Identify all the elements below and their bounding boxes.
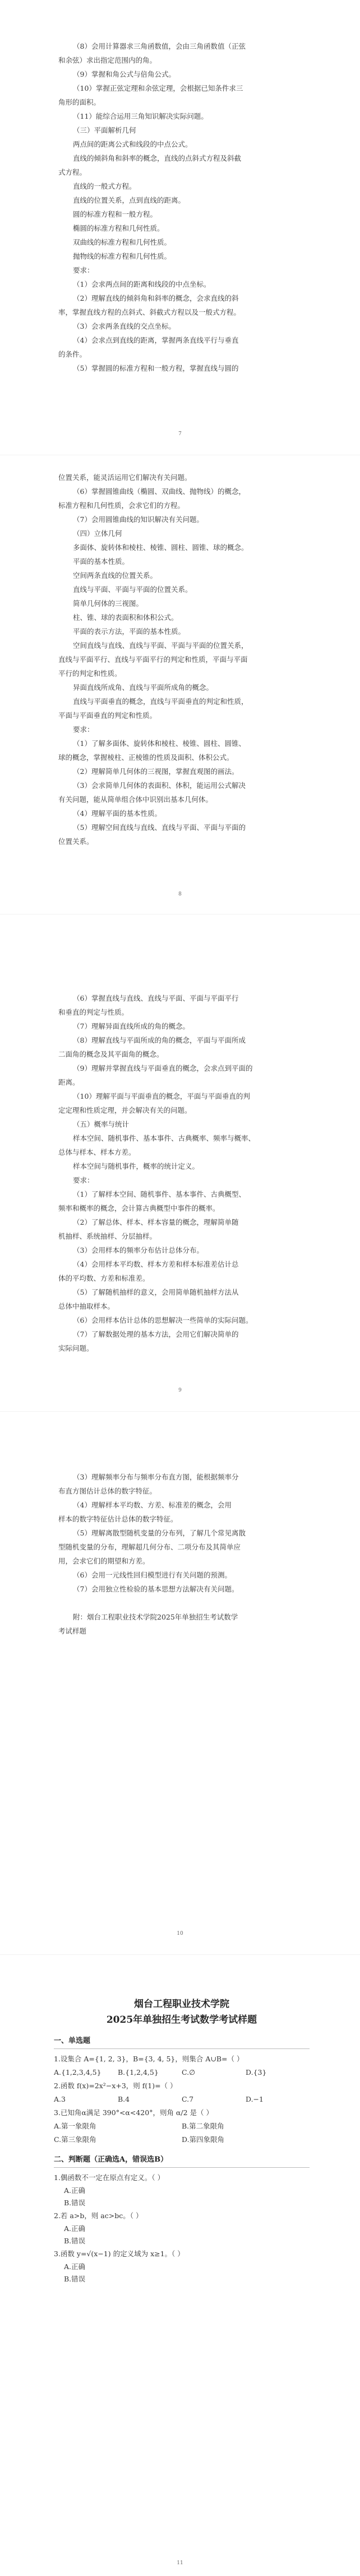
body-text-line (58, 1596, 306, 1610)
body-text-line: 二面角的概念及其平面角的概念。 (58, 1050, 164, 1058)
body-text-line: 有关问题，能从简单组合体中识别出基本几何体。 (58, 795, 213, 804)
body-text-line: 平面的表示方法，平面的基本性质。 (73, 627, 186, 636)
body-text-line: 球的概念，掌握棱柱、正棱锥的性质及面积、体积公式。 (58, 753, 234, 762)
option-c: C.第三象限角 (54, 2135, 96, 2144)
body-text-line: 样本空间与随机事件，概率的统计定义。 (73, 1162, 200, 1170)
section-rule (54, 2048, 310, 2049)
body-text-line: （6）掌握圆锥曲线（椭圆、双曲线、抛物线）的概念， (73, 487, 246, 496)
option-b: B.{1,2,4,5} (118, 2068, 159, 2076)
body-text-line: 距离。 (58, 1078, 80, 1086)
body-text-line: （8）理解直线与平面所成的角的概念，平面与平面所成 (73, 1036, 246, 1044)
body-text-line: （3）理解频率分布与频率分布直方图，能根据频率分 (73, 1473, 239, 1481)
body-text-line: 用，会求它们的期望和方差。 (58, 1557, 150, 1565)
body-text-line: （2）了解总体、样本、样本容量的概念，理解简单随 (73, 1218, 239, 1226)
body-text-line: （1）会求两点间的距离和线段的中点坐标。 (73, 280, 211, 288)
question-3-options-row-2 (54, 2133, 310, 2146)
question-1-options (54, 2066, 310, 2079)
option-a: A.第一象限角 (54, 2122, 96, 2130)
body-text-line: （4）会用样本平均数、样本方差和样本标准差估计总 (73, 1260, 239, 1268)
body-text-line: 直线的位置关系，点到直线的距离。 (73, 196, 186, 204)
option-d: D.{3} (246, 2068, 267, 2076)
page-1 (0, 39, 360, 375)
body-text-line: （5）掌握圆的标准方程和一般方程，掌握直线与圆的 (73, 364, 239, 372)
option-a: A.3 (54, 2095, 66, 2103)
tf-option-a: A.正确 (64, 2262, 86, 2271)
body-text-line: 平面的基本性质。 (73, 557, 130, 566)
body-text-line: （3）会求两条直线的交点坐标。 (73, 322, 176, 330)
page-2 (0, 470, 360, 848)
body-text-line: 椭圆的标准方程和几何性质。 (73, 224, 164, 232)
body-text-line: 要求： (73, 266, 94, 274)
page-4-content (0, 1470, 360, 1638)
body-text-line: 要求： (73, 1176, 94, 1184)
option-c: C.7 (182, 2095, 194, 2103)
body-text-line: 位置关系，能灵活运用它们解决有关问题。 (58, 473, 192, 482)
option-c: C.∅ (182, 2068, 195, 2076)
body-text-line: 两点间的距离公式和线段的中点公式。 (73, 140, 192, 148)
body-text-line: （11）能综合运用三角知识解决实际问题。 (73, 112, 208, 120)
body-text-line: （2）理解直线的倾斜角和斜率的概念，会求直线的斜 (73, 294, 239, 302)
body-text-line: 圆的标准方程和一般方程。 (73, 210, 158, 218)
body-text-line: 平行的判定和性质。 (58, 669, 122, 678)
body-text-line: 简单几何体的三视图。 (73, 599, 144, 608)
body-text-line: 多面体、旋转体和棱柱、棱锥、圆柱、圆锥、球的概念。 (73, 543, 248, 552)
body-text-line: 直线与平面、平面与平面的位置关系。 (73, 585, 192, 594)
page-5-content (0, 1996, 360, 2285)
body-text-line: 标准方程和几何性质，会求它们的方程。 (58, 501, 185, 510)
page-number-1: 7 (178, 431, 182, 437)
page-5 (0, 1996, 360, 2285)
tf-option-b: B.错误 (64, 2237, 86, 2245)
body-text-line: 实际问题。 (58, 1344, 94, 1352)
body-text-line: 定定理和性质定理，并会解决有关的问题。 (58, 1106, 192, 1114)
body-text-line: 和余弦）求出指定范围内的角。 (58, 56, 157, 64)
question-1-text: 1.设集合 A={1, 2, 3}，B={3, 4, 5}，则集合 A∪B=（ ） (54, 2055, 244, 2063)
body-text-line: （5）了解随机抽样的意义，会用简单随机抽样方法从 (73, 1288, 239, 1296)
question-2-options (54, 2093, 310, 2106)
page-1-content (0, 39, 360, 375)
question-2-text: 2.函数 f(x)=2x²−x+3，则 f(1)=（ ） (54, 2082, 177, 2090)
page-number-4: 10 (177, 1931, 183, 1936)
page-4 (0, 1470, 360, 1638)
page-number-2: 8 (178, 892, 182, 897)
body-text-line: 和垂直的判定与性质。 (58, 1008, 129, 1016)
page-number-3: 9 (178, 1388, 182, 1393)
body-text-line: 频率和概率的概念，会计算古典概型中事件的概率。 (58, 1204, 220, 1212)
body-text-line: 机抽样、系统抽样、分层抽样。 (58, 1232, 157, 1240)
section-single-choice-title: 一、单选题 (54, 2037, 91, 2045)
body-text-line: 直线与平面垂直的概念，直线与平面垂直的判定和性质， (73, 697, 248, 706)
body-text-line: （3）会用样本的频率分布估计总体分布。 (73, 1246, 204, 1254)
body-text-line: （7）会用独立性检验的基本思想方法解决有关问题。 (73, 1585, 239, 1593)
page-2-content (0, 470, 360, 848)
body-text-line: （10）理解平面与平面垂直的概念，平面与平面垂直的判 (73, 1092, 250, 1100)
option-d: D.−1 (246, 2095, 264, 2103)
body-text-line: （7）了解数据处理的基本方法，会用它们解决简单的 (73, 1330, 239, 1338)
tf-option-a: A.正确 (64, 2186, 86, 2195)
question-3-options-row-1 (54, 2120, 310, 2133)
body-text-line: 总体中抽取样本。 (58, 1302, 115, 1310)
body-text-line: （三）平面解析几何 (73, 126, 136, 134)
section-true-false-title: 二、判断题（正确选A，错误选B） (54, 2155, 168, 2164)
question-3-text: 3.已知角α满足 390°<α<420°，则角 α/2 是（ ） (54, 2108, 213, 2117)
option-b: B.第二象限角 (182, 2122, 224, 2130)
body-text-line: 要求： (73, 725, 94, 734)
page-number-5: 11 (177, 2560, 183, 2566)
body-text-line: 平面与平面垂直的判定和性质。 (58, 711, 157, 720)
tf-question-2: 2.若 a>b，则 ac>bc。（ ） (54, 2211, 143, 2220)
tf-question-3: 3.函数 y=√(x−1) 的定义域为 x≥1。（ ） (54, 2250, 184, 2258)
tf-question-1: 1.偶函数不一定在原点有定义。（ ） (54, 2173, 165, 2182)
body-text-line: 考试样题 (58, 1627, 87, 1635)
section-rule (54, 2167, 310, 2168)
body-text-line: 型随机变量的分布，理解超几何分布、二项分布及其简单应 (58, 1543, 241, 1551)
exam-title-school: 烟台工程职业技术学院 (134, 1999, 229, 2010)
body-text-line: 样本的数字特征估计总体的数字特征。 (58, 1515, 178, 1523)
option-a: A.{1,2,3,4,5} (54, 2068, 101, 2076)
body-text-line: 样本空间、随机事件、基本事件、古典概率、频率与概率、 (73, 1134, 256, 1142)
body-text-line: （9）理解并掌握直线与平面垂直的概念，会求点到平面的 (73, 1064, 253, 1072)
body-text-line: 的条件。 (58, 350, 87, 358)
body-text-line: （四）立体几何 (73, 529, 122, 538)
body-text-line: （五）概率与统计 (73, 1120, 130, 1128)
body-text-line: （1）了解样本空间、随机事件、基本事件、古典概型、 (73, 1190, 246, 1198)
body-text-line: 直线的倾斜角和斜率的概念，直线的点斜式方程及斜截 (73, 154, 242, 162)
body-text-line: （8）会用计算器求三角函数值，会由三角函数值（正弦 (73, 42, 246, 50)
body-text-line: （4）理解样本平均数、方差、标准差的概念，会用 (73, 1501, 232, 1509)
body-text-line: （2）理解简单几何体的三视图，掌握直观图的画法。 (73, 767, 239, 776)
body-text-line: （6）会用一元线性回归模型进行有关问题的预测。 (73, 1571, 232, 1579)
tf-option-b: B.错误 (64, 2275, 86, 2283)
body-text-line: 总体与样本、样本方差。 (58, 1148, 136, 1156)
body-text-line: 双曲线的标准方程和几何性质。 (73, 238, 172, 246)
body-text-line: 直线的一般式方程。 (73, 182, 136, 190)
body-text-line: 空间直线与直线、直线与平面、平面与平面的位置关系， (73, 641, 248, 650)
body-text-line: 布直方图估计总体的数字特征。 (58, 1487, 157, 1495)
page-3-content (0, 991, 360, 1355)
body-text-line: （4）会求点到直线的距离，掌握两条直线平行与垂直 (73, 336, 239, 344)
body-text-line: （4）理解平面的基本性质。 (73, 809, 161, 818)
body-text-line: 抛物线的标准方程和几何性质。 (73, 252, 172, 260)
page-divider (0, 1954, 360, 1955)
tf-option-b: B.错误 (64, 2199, 86, 2207)
body-text-line: （9）掌握和角公式与倍角公式。 (73, 70, 176, 78)
body-text-line: 柱、锥、球的表面积和体积公式。 (73, 613, 178, 622)
body-text-line: （10）掌握正弦定理和余弦定理，会根据已知条件求三 (73, 84, 243, 92)
body-text-line: （7）会用圆锥曲线的知识解决有关问题。 (73, 515, 204, 524)
body-text-line: （1）了解多面体、旋转体和棱柱、棱锥、圆柱、圆锥、 (73, 739, 246, 748)
body-text-line: 直线与平面平行、直线与平面平行的判定和性质，平面与平面 (58, 655, 248, 664)
body-text-line: 空间两条直线的位置关系。 (73, 571, 158, 580)
body-text-line: （6）会用样本估计总体的思想解决一些简单的实际问题。 (73, 1316, 253, 1324)
body-text-line: （7）理解异面直线所成的角的概念。 (73, 1022, 190, 1030)
body-text-line: 式方程。 (58, 168, 87, 176)
page-3 (0, 991, 360, 1355)
body-text-line: 体的平均数、方差和标准差。 (58, 1274, 150, 1282)
body-text-line: 异面直线所成角、直线与平面所成角的概念。 (73, 683, 214, 692)
body-text-line: 角形的面积。 (58, 98, 101, 106)
body-text-line: （3）会求简单几何体的表面积、体积，能运用公式解决 (73, 781, 246, 790)
option-b: B.4 (118, 2095, 130, 2103)
body-text-line: 附：烟台工程职业技术学院2025年单独招生考试数学 (73, 1613, 238, 1621)
body-text-line: （6）掌握直线与直线、直线与平面、平面与平面平行 (73, 994, 239, 1002)
tf-option-a: A.正确 (64, 2224, 86, 2233)
exam-title-subject: 2025年单独招生考试数学考试样题 (106, 2014, 257, 2026)
page-divider (0, 1411, 360, 1412)
body-text-line: 位置关系。 (58, 837, 94, 846)
option-d: D.第四象限角 (182, 2135, 225, 2144)
body-text-line: （5）理解离散型随机变量的分布列，了解几个常见离散 (73, 1529, 246, 1537)
body-text-line: （5）理解空间直线与直线、直线与平面、平面与平面的 (73, 823, 246, 832)
body-text-line: 率，掌握直线方程的点斜式、斜截式方程以及一般式方程。 (58, 308, 241, 316)
